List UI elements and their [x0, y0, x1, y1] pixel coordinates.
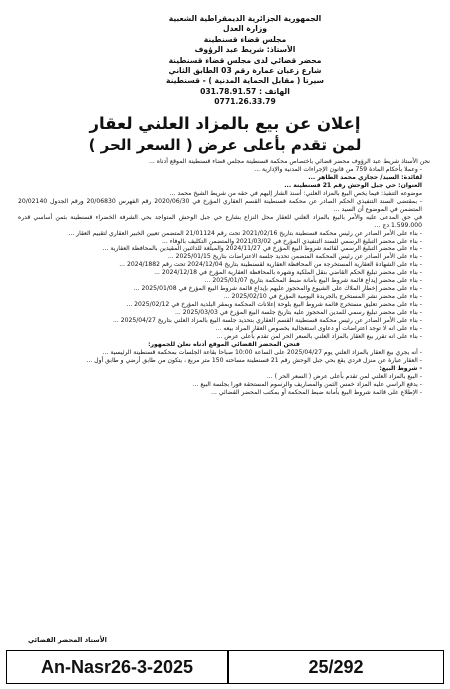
header-line-ministry: وزارة العدل: [223, 24, 267, 34]
notice-title-line-1: إعلان عن بيع بالمزاد العلني لعقار: [89, 114, 361, 133]
notice-paragraph: - بناء على الأمر الصادر عن رئيس محكمة قسنطينة بتاريخ 2021/02/16 تحت رقم 21/01124 المتضمن تعيين الخبير العقاري لتقييم العقار ...: [68, 229, 422, 237]
notice-paragraph: - شروط البيع:: [379, 364, 422, 372]
notice-paragraph: فنحن المحضر القضائي الموقع أدناه نعلن للجمهور:: [148, 340, 300, 348]
notice-paragraph: - بناء على محضر إخطار الملاك على الشيوع والمحجوز عليهم بإيداع قائمة شروط البيع المؤرخ في 2025/01/08 ...: [133, 285, 422, 293]
publication-footer: [0, 650, 450, 684]
notice-paragraph: - بناء على انه لا توجد اعتراضات أو دعاوى استعجالية بخصوص العقار المراد بيعه ...: [215, 325, 422, 333]
notice-body: [18, 158, 430, 397]
header-line-street: شارع زعبان عمارة رقم 03 الطابق الثاني: [168, 66, 322, 76]
notice-paragraph: - بمقتضى السند التنفيذي الحكم الصادر عن محكمة قسنطينة القسم العقاري المؤرخ في 2020/06/30 رقم الفهرس 20/06830 ورقم الجدول 20/02140 المتضمن في الموضوع أن السيد ...: [18, 197, 423, 213]
header-line-republic: الجمهورية الجزائرية الديمقراطية الشعبية: [168, 14, 322, 23]
notice-paragraph: - أنه يجري بيع العقار بالمزاد العلني يوم 2025/04/27 على الساعة 10:00 صباحا بقاعة الجلسات بمحكمة قسنطينة الرئيسية ...: [102, 348, 422, 356]
header-line-district: سيرتا ( مقابل الحماية المدنية ) - قسنطينة: [165, 76, 325, 86]
notice-paragraph: - بناء على انه تقرر بيع العقار بالمزاد العلني بالسعر الحر لمن تقدم بأعلى عرض ...: [216, 332, 422, 340]
notice-paragraph: في حق المدعى عليه والأمر بالبيع بالمزاد العلني للعقار محل النزاع بشارع حي جبل الوحش المتواجد بحي الشرفة الخضراء قسنطينة بثمن أساسي قدره 1.599.000 دج ...: [18, 213, 422, 229]
header-line-mobile: 0771.26.33.79: [214, 97, 276, 107]
notice-paragraph: - بناء على محضر نشر المستخرج بالجريدة اليومية المؤرخ في 2025/02/10 ...: [223, 293, 422, 301]
notice-paragraph: - بناء على محضر تبليغ رسمي للمدين المحجوز عليه بتاريخ جلسة البيع المؤرخ في 2025/03/03 ...: [174, 309, 422, 317]
notice-paragraph: - بناء على محضر تبليغ الحكم القاضي بنقل الملكية وشهره بالمحافظة العقارية المؤرخ في 2024/12/18 ...: [154, 269, 422, 277]
notice-paragraph: - بناء على محضر التبليغ الرسمي للسند التنفيذي المؤرخ في 2021/03/02 والمتضمن التكليف بالوفاء ...: [161, 237, 422, 245]
notice-paragraph: - بناء على الشهادة العقارية المستخرجة من المحافظة العقارية لقسنطينة بتاريخ 2024/12/04 تحت رقم 2024/1882 ...: [119, 261, 422, 269]
office-header: [130, 14, 360, 108]
notice-paragraph: - العقار عبارة عن منزل فردي يقع بحي جبل الوحش رقم 21 قسنطينة مساحته 150 متر مربع ، يتكون من طابق أرضي و طابق أول ...: [86, 356, 422, 364]
notice-paragraph: - يدفع الراسي عليه المزاد خمس الثمن والمصاريف والرسوم المستحقة فورا بجلسة البيع ...: [192, 380, 422, 388]
notice-paragraph: - بناء على محضر إيداع قائمة شروط البيع بأمانة ضبط المحكمة بتاريخ 2025/01/07 ...: [204, 277, 422, 285]
header-line-court: مجلس قضاء قسنطينة: [203, 34, 287, 44]
notice-paragraph: العنوان: حي جبل الوحش رقم 21 قسنطينة ...: [284, 181, 422, 189]
notice-title: [60, 113, 390, 155]
notice-paragraph: موضوعه التنفيذ: فيما يخص البيع بالمزاد العلني: أسنذ الشار إليهم في حقه من شريط الشيخ محمد ...: [169, 189, 422, 197]
notice-paragraph: نحن الأستاذ شريط عبد الرؤوف محضر قضائي باختصاص محكمة قسنطينة مجلس قضاء قسنطينة الموقع أدناه ...: [149, 158, 430, 165]
signature-label: الأستاذ المحضر القضائي: [28, 636, 107, 644]
publication-source-date: An-Nasr26-3-2025: [6, 650, 228, 684]
header-line-bailiff-name: الأستاذ: شريط عبد الرؤوف: [194, 45, 296, 55]
header-line-phone: الهاتف : 031.78.91.57: [200, 86, 290, 96]
notice-paragraph: - بناء على محضر التبليغ الرسمي لقائمة شروط البيع المؤرخ في 2024/11/27 والمبلغة للدائنين المقيدين بالمحافظة العقارية ...: [102, 245, 422, 253]
notice-paragraph: - بناء على الأمر الصادر عن رئيس المحكمة المتضمن تحديد جلسة الاعتراضات بتاريخ 2025/01/15 ...: [167, 253, 422, 261]
notice-title-line-2: لمن تقدم بأعلى عرض ( السعر الحر ): [88, 136, 362, 154]
notice-paragraph: - بناء على محضر تعليق مستخرج قائمة شروط البيع بلوحة إعلانات المحكمة وبمقر البلدية المؤرخ في 2025/02/12 ...: [126, 301, 422, 309]
notice-paragraph: - وعملا بأحكام المادة 759 من قانون الإجراءات المدنية والإدارية ...: [254, 165, 422, 173]
notice-reference-number: 25/292: [228, 650, 444, 684]
notice-paragraph: - البيع بالمزاد العلني لمن تقدم بأعلى عرض ( السعر الحر ) ...: [266, 372, 422, 380]
notice-paragraph: - بناء على الأمر الصادر عن رئيس محكمة قسنطينة القسم العقاري بتحديد جلسة البيع بالمزاد العلني بتاريخ 2025/04/27 ...: [112, 317, 422, 325]
notice-paragraph: لفائدة: السيد/ حجازي محمد الطاهر ...: [308, 173, 422, 181]
notice-paragraph: - الإطلاع على قائمة شروط البيع بأمانة ضبط المحكمة أو بمكتب المحضر القضائي ...: [211, 388, 422, 396]
header-line-bailiff-title: محضر قضائي لدى مجلس قضاء قسنطينة: [168, 55, 322, 65]
